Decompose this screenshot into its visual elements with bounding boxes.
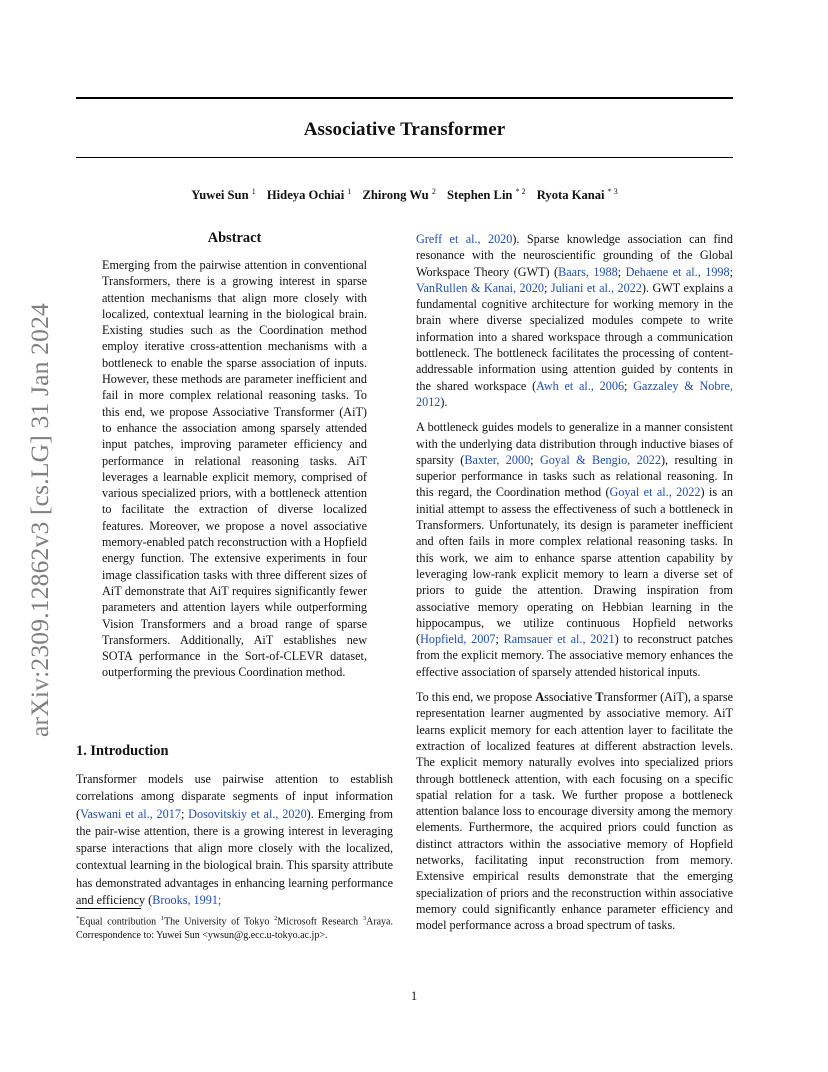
introduction-heading: 1. Introduction <box>76 743 169 759</box>
introduction-paragraph <box>76 771 393 909</box>
affiliation-mark: 1 <box>251 187 256 196</box>
author <box>447 188 526 202</box>
highlight-letter: i <box>565 690 569 705</box>
title-top-rule <box>76 97 733 99</box>
title-bottom-rule <box>76 157 733 158</box>
arxiv-identifier-text: arXiv:2309.12862v3 [cs.LG] 31 Jan 2024 <box>25 303 54 737</box>
text: ) to reconstruct patches from the explicit memory. The associative memory enhances the effective association of sparsely attended historical inputs. <box>416 632 733 679</box>
text: The University of Tokyo <box>164 916 275 928</box>
text: A bottleneck guides models to generalize in a manner consistent with the underlying data distribution through inductive biases of sparsity ( <box>416 420 733 467</box>
citation-link[interactable]: VanRullen & Kanai, 2020 <box>416 280 544 295</box>
citation-link[interactable]: Dehaene et al., 1998 <box>625 264 730 279</box>
author <box>267 188 351 202</box>
author-list <box>76 187 733 203</box>
author-name: Stephen Lin <box>447 188 513 203</box>
abstract-body: Emerging from the pairwise attention in conventional Transformers, there is a growing interest in sparse attention mechanisms that align more closely with localized, contextual learning in the biological brain. Existing studies such as the Coordination method employ iterative cross-attention mechanisms with a bottleneck to enable the sparse association of inputs. However, these methods are parameter inefficient and fail in more complex relational reasoning tasks. To this end, we propose Associative Transformer (AiT) to enhance the association among sparsely attended input patches, improving parameter efficiency and performance in relational reasoning tasks. AiT leverages a learnable explicit memory, comprised of various specialized priors, with a bottleneck attention to facilitate the extraction of diverse localized features. Moreover, we propose a novel associative memory-enabled patch reconstruction with a Hopfield energy function. The extensive experiments in four image classification tasks with three different sizes of AiT demonstrate that AiT requires significantly fewer parameters and attention layers while outperforming Vision Transformers and a broad range of sparse Transformers. Additionally, AiT establishes new SOTA performance in the Sort-of-CLEVR dataset, outperforming the previous Coordination method. <box>102 258 367 680</box>
affiliation-mark: * 3 <box>607 187 618 196</box>
text: ; <box>543 280 551 295</box>
citation-link[interactable]: Vaswani et al., 2017 <box>80 806 181 821</box>
author-name: Yuwei Sun <box>191 188 249 203</box>
text: ransformer (AiT), a sparse representation learner augmented by associative memory. AiT learns explicit memory for each attention layer to facilitate the extraction of localized features at different abstraction levels. The explicit memory naturally evolves into specialized priors through bottleneck attention, with each focusing on a specific spatial relation for a task. We further propose a bottleneck attention balance loss to encourage diversity among the memory elements. Furthermore, the acquired priors could function as distinct attractors within the associative memory of Hopfield networks, facilitating input reconstruction from memory. Extensive empirical results demonstrate that the emerging specialization of priors and the reconstruction within associative memory could significantly enhance parameter efficiency and model performance across a broad spectrum of tasks. <box>416 690 733 933</box>
text: ; <box>180 806 189 821</box>
footnote-mark: 2 <box>274 915 278 922</box>
footnote <box>76 912 393 942</box>
text: Transformer models use pairwise attention to establish correlations among disparate segments of input information ( <box>76 772 393 821</box>
author <box>537 188 618 202</box>
page-number: 1 <box>410 989 418 1003</box>
citation-link[interactable]: Brooks, 1991; <box>152 893 222 908</box>
text: ; <box>495 632 504 647</box>
citation-link[interactable]: Gazzaley & Nobre, 2012 <box>416 378 734 409</box>
citation-link[interactable]: Baxter, 2000 <box>464 452 531 467</box>
highlight-letter: T <box>595 690 604 705</box>
highlight-letter: A <box>535 690 545 705</box>
affiliation-mark: * 2 <box>515 187 526 196</box>
paragraph-proposal <box>416 689 733 933</box>
text: To this end, we propose <box>416 690 536 705</box>
citation-link[interactable]: Hopfield, 2007 <box>420 632 496 647</box>
author-name: Zhirong Wu <box>362 188 429 203</box>
text: ; <box>530 452 540 467</box>
citation-link[interactable]: Dosovitskiy et al., 2020 <box>188 806 307 821</box>
text: ) is an initial attempt to assess the effectiveness of such a bottleneck in Transformers. Unfortunately, its design is parameter inefficient and often fails in more complex relational reasoning tasks. In this work, we aim to enhance sparse attention capability by leveraging low-rank explicit memory to learn a diverse set of priors to guide the attention. Drawing inspiration from associative memory operating on Hebbian learning in the hippocampus, we utilize continuous Hopfield networks ( <box>416 485 733 647</box>
text: ssoc <box>544 690 566 705</box>
text: Araya. Correspondence to: Yuwei Sun <ywsun@g.ecc.u-tokyo.ac.jp>. <box>76 916 393 941</box>
left-column <box>76 230 393 681</box>
author-name: Hideya Ochiai <box>266 188 345 203</box>
text: ; <box>729 264 733 279</box>
citation-link[interactable]: Awh et al., 2006 <box>536 378 625 393</box>
footnote-rule <box>76 908 141 909</box>
abstract-heading: Abstract <box>207 230 262 246</box>
citation-link[interactable]: Ramsauer et al., 2021 <box>503 632 615 647</box>
text: ), resulting in superior performance in tasks such as relational reasoning. In this regard, the Coordination method ( <box>416 452 733 500</box>
text: Equal contribution <box>79 916 161 928</box>
paragraph-bottleneck <box>416 419 733 680</box>
citation-link[interactable]: Juliani et al., 2022 <box>550 280 642 295</box>
paragraph-gwt <box>416 231 733 410</box>
footnote-mark: 1 <box>160 915 165 922</box>
footnote-mark: 3 <box>362 915 367 922</box>
affiliation-mark: 1 <box>347 187 352 196</box>
text: Microsoft Research <box>277 916 363 928</box>
citation-link[interactable]: Greff et al., 2020 <box>416 232 513 246</box>
text: ). Emerging from the pair-wise attention, there is a growing interest in leveraging sparse interactions that align more closely with the localized, contextual learning in the biological brain. This sparsity attribute has demonstrated advantages in enhancing learning performance and efficiency ( <box>76 806 393 908</box>
text: ; <box>624 378 634 393</box>
author <box>363 188 436 202</box>
footnote-mark: * <box>76 915 80 922</box>
author <box>191 188 255 202</box>
citation-link[interactable]: Goyal et al., 2022 <box>609 485 701 500</box>
citation-link[interactable]: Baars, 1988 <box>558 264 618 279</box>
paper-title: Associative Transformer <box>303 119 506 140</box>
right-column <box>416 231 733 942</box>
author-name: Ryota Kanai <box>536 188 605 203</box>
affiliation-mark: 2 <box>431 187 436 196</box>
text: ). GWT explains a fundamental cognitive architecture for working memory in the brain where diverse specialized modules compete to write information into a shared workspace through a communication bottleneck. The bottleneck facilitates the processing of content-addressable information using attention guided by contents in the shared workspace ( <box>416 280 734 393</box>
citation-link[interactable]: Goyal & Bengio, 2022 <box>539 452 661 467</box>
text: ; <box>617 264 626 279</box>
text: ). <box>440 394 448 409</box>
text: ). Sparse knowledge association can find resonance with the neuroscientific grounding of the Global Workspace Theory (GWT) ( <box>416 232 733 279</box>
text: ative <box>568 690 596 705</box>
